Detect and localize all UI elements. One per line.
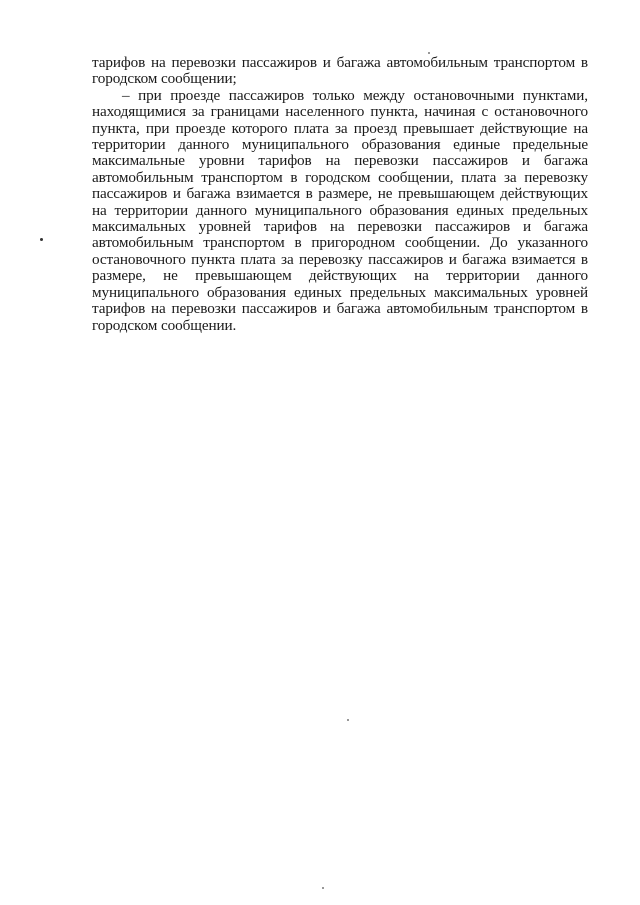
paragraph-continuation: тарифов на перевозки пассажиров и багажа автомобильным транспортом в городском сообщении; <box>92 54 588 88</box>
scan-speck <box>40 238 43 241</box>
scan-speck <box>322 887 324 889</box>
scan-speck <box>347 719 349 721</box>
scan-speck <box>428 52 430 54</box>
paragraph-fare-rules: – при проезде пассажиров только между остановочными пунктами, находящимися за границами населенного пункта, начиная с остановочного пункта, при проезде которого плата за проезд превышает действующие на территории данного муниципального образования единые предельные максимальные уровни тарифов на перевозки пассажиров и багажа автомобильным транспортом в городском сообщении, плата за перевозку пассажиров и багажа взимается в размере, не превышающем действующих на территории данного муниципального образования единых предельных максимальных уровней тарифов на перевозки пассажиров и багажа автомобильным транспортом в пригородном сообщении. До указанного остановочного пункта плата за перевозку пассажиров и багажа взимается в размере, не превышающем действующих на территории данного муниципального образования единых предельных максимальных уровней тарифов на перевозки пассажиров и багажа автомобильным транспортом в городском сообщении. <box>92 86 588 334</box>
document-body <box>92 55 588 334</box>
